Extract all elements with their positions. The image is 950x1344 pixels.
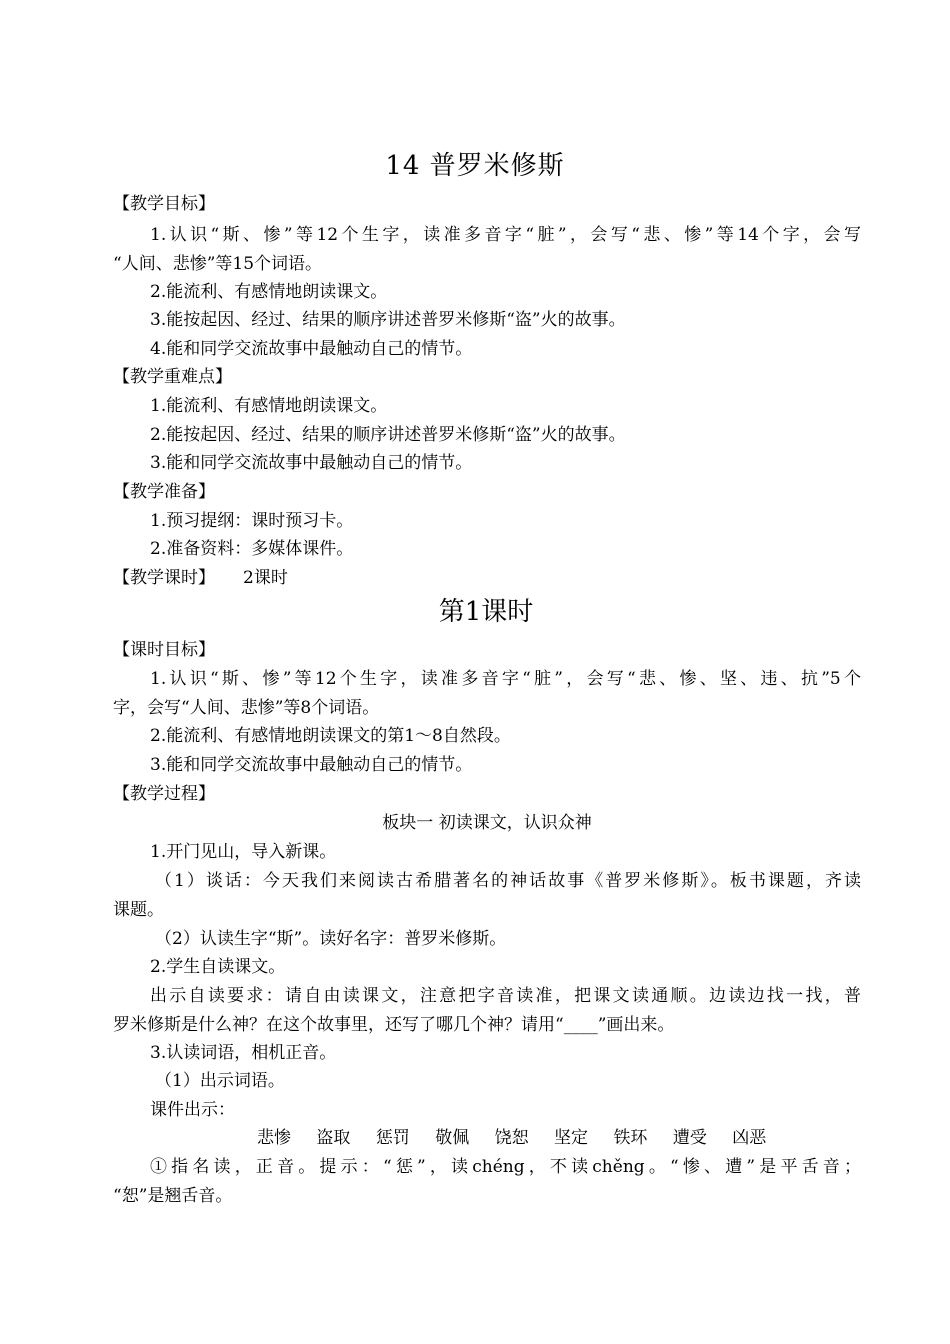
vocabulary-word: 遭受 [672,1128,707,1148]
lesson-goal-item: 2.能流利、有感情地朗读课文的第1～8自然段。 [150,726,511,746]
page-title: 14 普罗米修斯 [385,151,565,181]
lesson-title: 第1课时 [438,597,534,627]
process-heading: 【教学过程】 [113,784,215,804]
teaching-goal-item: 4.能和同学交流故事中最触动自己的情节。 [150,339,473,359]
lesson-goals-heading: 【课时目标】 [113,640,215,660]
vocabulary-word: 惩罚 [375,1128,410,1148]
preparation-item: 1.预习提纲：课时预习卡。 [150,511,354,531]
process-step: 2.学生自读课文。 [150,957,286,977]
process-step: 课题。 [113,900,164,920]
pronunciation-note: ①指名读，正音。提示：“惩”，读chéng，不读chěng。“惨、遭”是平舌音； [150,1157,861,1177]
teaching-goal-item: “人间、悲惨”等15个词语。 [113,254,323,274]
teaching-goals-heading: 【教学目标】 [113,194,215,214]
lesson-goal-item: 1.认识“斯、惨”等12个生字，读准多音字“脏”，会写“悲、惨、坚、违、抗”5个 [150,669,861,689]
process-step: 罗米修斯是什么神？在这个故事里，还写了哪几个神？请用“____”画出来。 [113,1015,675,1035]
teaching-hours-row [113,564,861,593]
vocabulary-word: 饶恕 [494,1128,529,1148]
process-step: 3.认读词语，相机正音。 [150,1043,337,1063]
key-point-item: 1.能流利、有感情地朗读课文。 [150,396,388,416]
key-point-item: 3.能和同学交流故事中最触动自己的情节。 [150,453,473,473]
teaching-goal-item: 3.能按起因、经过、结果的顺序讲述普罗米修斯“盗”火的故事。 [150,310,626,330]
teaching-goal-item: 1.认识“斯、惨”等12个生字，读准多音字“脏”，会写“悲、惨”等14个字，会写 [150,225,861,245]
block-title: 板块一 初读课文，认识众神 [382,813,592,833]
process-step: 课件出示： [150,1100,235,1120]
process-step: 出示自读要求：请自由读课文，注意把字音读准，把课文读通顺。边读边找一找，普 [150,986,861,1006]
preparation-item: 2.准备资料：多媒体课件。 [150,539,354,559]
preparation-heading: 【教学准备】 [113,482,215,502]
key-points-heading: 【教学重难点】 [113,367,232,387]
vocabulary-word: 敬佩 [435,1128,470,1148]
process-step: （1）谈话：今天我们来阅读古希腊著名的神话故事《普罗米修斯》。板书课题，齐读 [155,871,861,891]
teaching-hours-heading: 【教学课时】 [113,568,215,588]
lesson-goal-item: 3.能和同学交流故事中最触动自己的情节。 [150,755,473,775]
lesson-goal-item: 字，会写“人间、悲惨”等8个词语。 [113,698,380,718]
key-point-item: 2.能按起因、经过、结果的顺序讲述普罗米修斯“盗”火的故事。 [150,425,626,445]
vocabulary-word: 坚定 [554,1128,589,1148]
vocabulary-word: 盗取 [316,1128,351,1148]
process-step: （1）出示词语。 [155,1071,285,1091]
teaching-goal-item: 2.能流利、有感情地朗读课文。 [150,282,388,302]
vocabulary-word: 铁环 [613,1128,648,1148]
vocabulary-word: 凶恶 [732,1128,767,1148]
teaching-hours-value: 2课时 [243,568,288,588]
vocabulary-list [257,1124,786,1153]
vocabulary-word: 悲惨 [257,1128,291,1148]
process-step: 1.开门见山，导入新课。 [150,842,337,862]
process-step: （2）认读生字“斯”。读好名字：普罗米修斯。 [155,929,507,949]
pronunciation-note: “恕”是翘舌音。 [113,1186,233,1206]
